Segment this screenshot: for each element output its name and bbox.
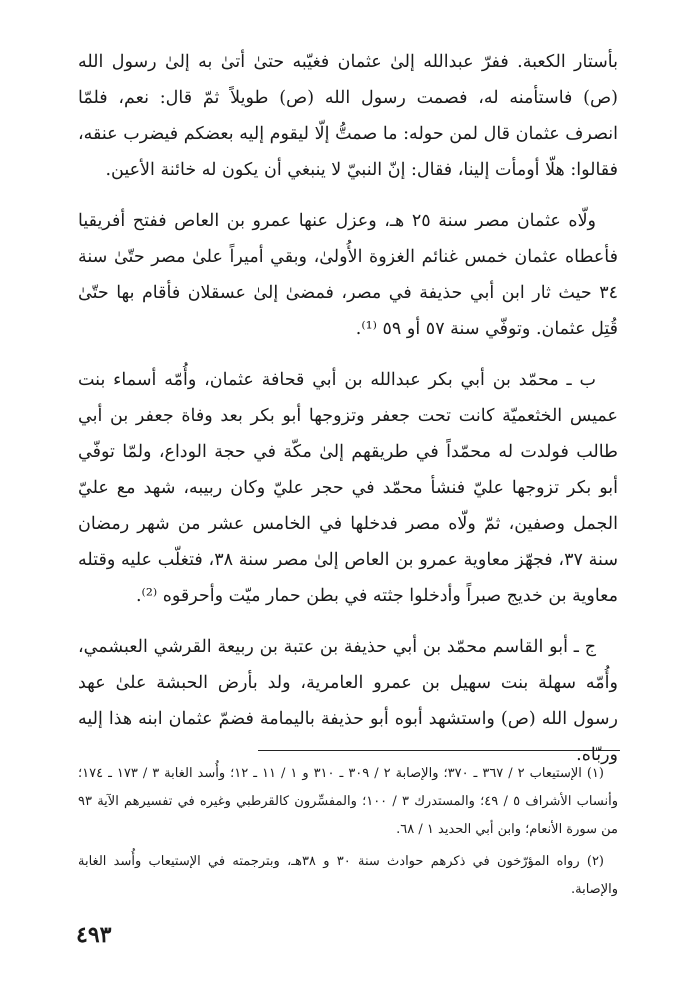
paragraph-3: ب ـ محمّد بن أبي بكر عبدالله بن أبي قحافة عثمان، وأُمّه أسماء بنت عميس الخثعميّة كانت تحت جعفر وتزوجها أبو بكر بعد وفاة جعفر بن أبي طالب فولدت له محمّداً في طريقهم إلىٰ مكّة في حجة الوداع، ولمّا توفّي أبو بكر تزوجها عليّ فنشأ محمّد في حجر عليّ وكان ربيبه، شهد مع عليّ الجمل وصفين، ثمّ ولّاه مصر فدخلها في الخامس عشر من شهر رمضان سنة ٣٧، فجهّز معاوية عمرو بن العاص إلىٰ مصر سنة ٣٨، فتغلّب عليه وقتله معاوية بن خديج صبراً وأدخلوا جثته في بطن حمار ميّت وأحرقوه ⁽²⁾. [78, 370, 618, 606]
footnotes [78, 760, 618, 908]
page-number: ٤٩٣ [76, 922, 112, 948]
paragraph-1: بأستار الكعبة. ففرّ عبدالله إلىٰ عثمان فغيّبه حتىٰ أتىٰ به إلىٰ رسول الله (ص) فاستأمنه له، فصمت رسول الله (ص) طويلاً ثمّ قال: نعم، فلمّا انصرف عثمان قال لمن حوله: ما صمتُّ إلّا ليقوم إليه بعضكم فيضرب عنقه، فقالوا: هلّا أومأت إلينا، فقال: إنّ النبيّ لا ينبغي أن يكون له خائنة الأعين. [78, 52, 618, 180]
footnote-1: (١) الإستيعاب ٢ / ٣٦٧ ـ ٣٧٠؛ والإصابة ٢ / ٣٠٩ ـ ٣١٠ و ١ / ١١ ـ ١٢؛ وأُسد الغابة ٣ / ١٧٣ ـ ١٧٤؛ وأنساب الأشراف ٥ / ٤٩؛ والمستدرك ٣ / ١٠٠؛ والمفسِّرون كالقرطبي وغيره في تفسيرهم الآية ٩٣ من سورة الأنعام؛ وابن أبي الحديد ١ / ٦٨. [78, 766, 618, 837]
paragraph-2: ولّاه عثمان مصر سنة ٢٥ هـ، وعزل عنها عمرو بن العاص ففتح أفريقيا فأعطاه عثمان خمس غنائم الغزوة الأُولىٰ، وبقي أميراً علىٰ مصر حتّىٰ سنة ٣٤ حيث ثار ابن أبي حذيفة في مصر، فمضىٰ إلىٰ عسقلان فأقام بها حتّىٰ قُتِل عثمان. وتوفّي سنة ٥٧ أو ٥٩ ⁽¹⁾. [78, 211, 618, 339]
main-text-body [78, 44, 618, 788]
footnote-2: (٢) رواه المؤرّخون في ذكرهم حوادث سنة ٣٠ و ٣٨هـ، وبترجمته في الإستيعاب وأُسد الغابة والإصابة. [78, 854, 618, 897]
paragraph-4: ج ـ أبو القاسم محمّد بن أبي حذيفة بن عتبة بن ربيعة القرشي العبشمي، وأُمّه سهلة بنت سهيل بن عمرو العامرية، ولد بأرض الحبشة علىٰ عهد رسول الله (ص) واستشهد أبوه أبو حذيفة باليمامة فضمّ عثمان ابنه هذا إليه وربّاه. [78, 637, 618, 765]
footnote-divider [258, 750, 620, 751]
